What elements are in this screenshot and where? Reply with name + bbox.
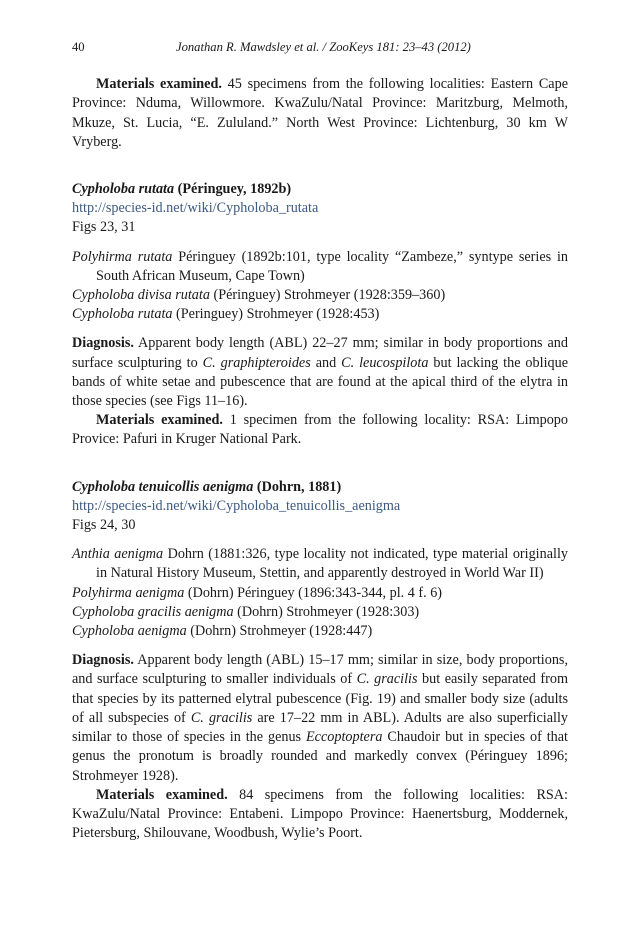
prev-materials-paragraph: [72, 75, 568, 152]
synonym-entry: Cypholoba aenigma (Dohrn) Strohmeyer (1928:447): [72, 623, 373, 640]
species-name: Cypholoba rutata: [72, 181, 175, 198]
materials-label: Materials examined.: [96, 76, 222, 93]
materials-label: Materials examined.: [96, 412, 223, 429]
synonym-entry: Cypholoba gracilis aenigma (Dohrn) Strohmeyer (1928:303): [72, 603, 420, 620]
species-author: (Dohrn, 1881): [253, 478, 342, 495]
synonym-entry: Cypholoba rutata (Peringuey) Strohmeyer (1928:453): [72, 306, 380, 323]
synonym-entry: Polyhirma aenigma (Dohrn) Péringuey (1896:343-344, pl. 4 f. 6): [72, 584, 443, 601]
diagnosis-label: Diagnosis.: [72, 335, 134, 352]
synonym-name: Anthia aenigma: [72, 546, 164, 563]
species-name: Cypholoba tenuicollis aenigma: [72, 478, 254, 495]
synonym-entry: Polyhirma rutata Péringuey (1892b:101, type locality “Zambeze,” syntype series in South African Museum, Cape Town): [72, 248, 568, 284]
diagnosis-paragraph: Diagnosis. Apparent body length (ABL) 22–27 mm; similar in body proportions and surface sculpturing to C. graphipteroides and C. leucospilota but lacking the oblique bands of white setae and pubescence that are found at the apical third of the elytra in those species (see Figs 11–16).: [72, 335, 568, 410]
synonym-name: Cypholoba gracilis aenigma: [72, 603, 234, 620]
materials-paragraph: Materials examined. 1 specimen from the following locality: RSA: Limpopo Provice: Pafuri in Kruger National Park.: [72, 412, 568, 448]
synonym-name: Cypholoba divisa rutata: [72, 287, 210, 304]
species-link[interactable]: http://species-id.net/wiki/Cypholoba_rutata: [72, 200, 319, 217]
materials-text: 45 specimens from the following localities: Eastern Cape Province: Nduma, Willowmore. KwaZulu/Natal Province: Maritzburg, Melmoth, Mkuze, St. Lucia, “E. Zululand.” North West Province: Lichtenburg, 30 km W Vryberg.: [72, 76, 568, 150]
species-author: (Péringuey, 1892b): [174, 181, 292, 198]
running-title: Jonathan R. Mawdsley et al. / ZooKeys 181: 23–43 (2012): [176, 40, 471, 54]
figure-reference: Figs 23, 31: [72, 219, 136, 236]
running-header: [72, 38, 568, 57]
species-link[interactable]: http://species-id.net/wiki/Cypholoba_tenuicollis_aenigma: [72, 497, 401, 514]
figure-reference: Figs 24, 30: [72, 517, 136, 534]
synonym-entry: Cypholoba divisa rutata (Péringuey) Strohmeyer (1928:359–360): [72, 287, 446, 304]
synonym-name: Cypholoba rutata: [72, 306, 173, 323]
diagnosis-label: Diagnosis.: [72, 652, 134, 669]
synonym-name: Polyhirma rutata: [72, 248, 173, 265]
page-number: 40: [72, 40, 85, 54]
synonym-entry: Anthia aenigma Dohrn (1881:326, type locality not indicated, type material originally in Natural History Museum, Stettin, and apparently destroyed in World War II): [72, 546, 568, 582]
synonym-name: Polyhirma aenigma: [72, 584, 185, 601]
synonym-name: Cypholoba aenigma: [72, 623, 187, 640]
materials-paragraph: Materials examined. 84 specimens from the following localities: RSA: KwaZulu/Natal Province: Entabeni. Limpopo Province: Haenertsburg, Moddernek, Pietersburg, Shilouvane, Woodbush, Wylie’s Poort.: [72, 786, 568, 842]
diagnosis-paragraph: Diagnosis. Apparent body length (ABL) 15–17 mm; similar in size, body proportions, and surface sculpturing to smaller individuals of C. gracilis but easily separated from that species by its patterned elytral pubescence (Fig. 19) and smaller body size (adults of all subspecies of C. gracilis are 17–22 mm in ABL). Adults are also superficially similar to those of species in the genus Eccoptoptera Chaudoir but in species of that genus the pronotum is broadly rounded and markedly convex (Péringuey 1896; Strohmeyer 1928).: [72, 652, 568, 784]
page: [72, 38, 568, 843]
materials-label: Materials examined.: [96, 786, 228, 803]
species-heading: [72, 180, 568, 199]
species-heading: [72, 478, 568, 497]
